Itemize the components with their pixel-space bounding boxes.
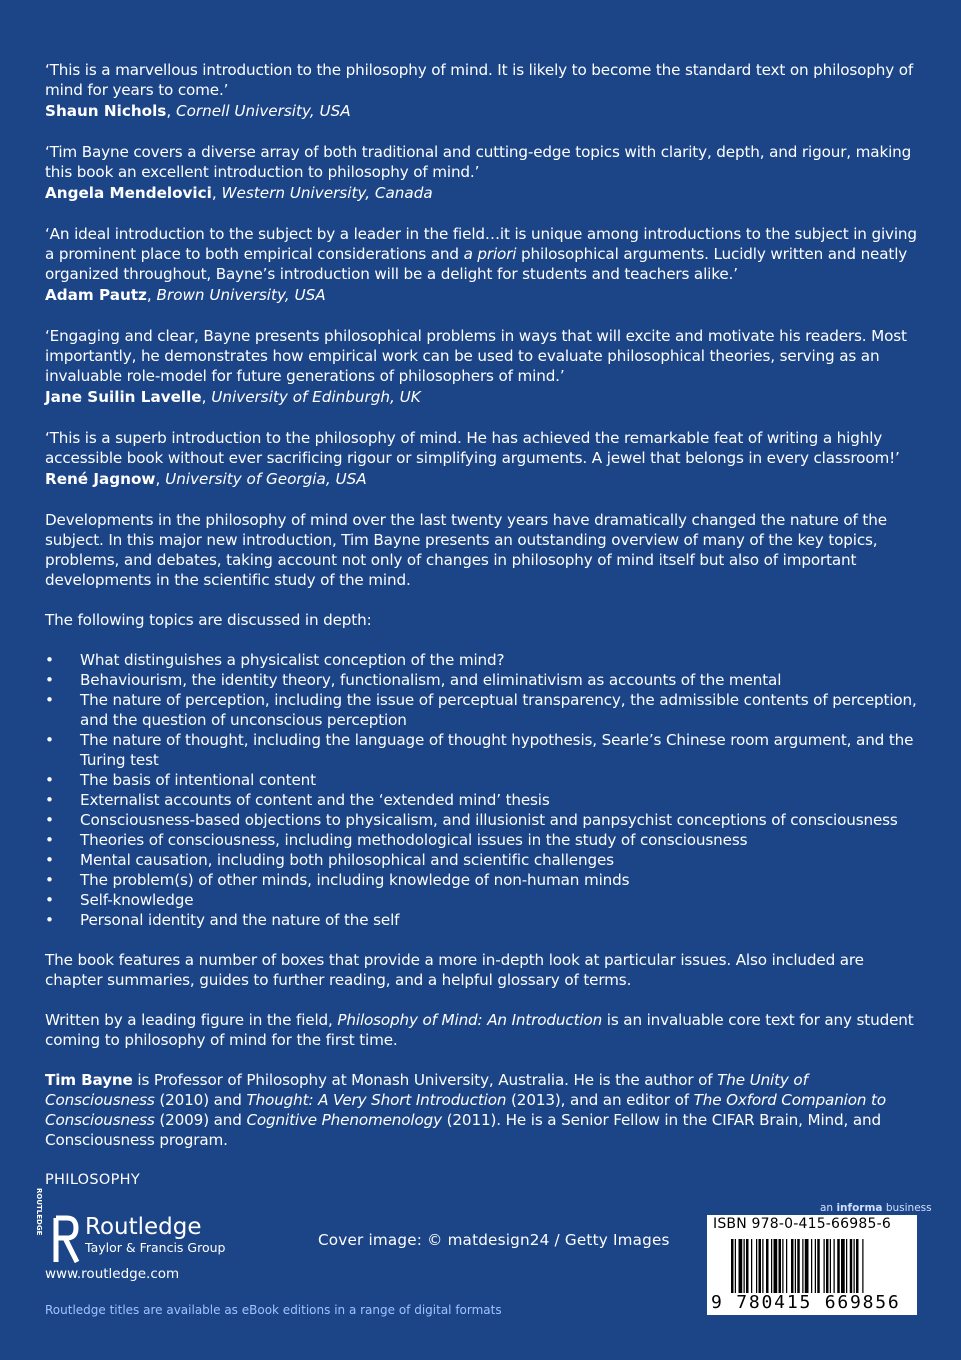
book-title: The Unity of Consciousness bbox=[45, 1071, 808, 1109]
reviewer-affiliation: Brown University, USA bbox=[156, 286, 326, 304]
barcode-bar bbox=[759, 1239, 762, 1293]
text-part: Written by a leading figure in the field, bbox=[45, 1011, 338, 1029]
barcode-bar bbox=[837, 1239, 840, 1293]
text-part: is an invaluable core text for any student coming to philosophy of mind for the first time. bbox=[45, 1011, 914, 1049]
quote-attribution: Jane Suilin Lavelle, University of Edinburgh, UK bbox=[45, 388, 421, 406]
barcode-bar bbox=[850, 1239, 853, 1293]
quote-text-part: philosophical arguments. Lucidly written and neatly organized throughout, Bayne’s introduction will be a delight for students and teachers alike.’ bbox=[45, 245, 908, 283]
barcode-bar bbox=[744, 1239, 745, 1293]
barcode-bar bbox=[731, 1239, 734, 1293]
barcode-bar bbox=[795, 1239, 796, 1293]
quote-attribution: Shaun Nichols, Cornell University, USA bbox=[45, 102, 351, 120]
barcode-bar bbox=[802, 1239, 803, 1293]
reviewer-name: Jane Suilin Lavelle bbox=[45, 388, 202, 406]
review-quote bbox=[45, 326, 921, 409]
text-part: (2013), and an editor of bbox=[506, 1091, 694, 1109]
quote-text: ‘Engaging and clear, Bayne presents philosophical problems in ways that will excite and motivate his readers. Most importantly, he demonstrates how empirical work can be used to evaluate philosophical theories, serving as an invaluable role-model for future generations of philosophers of mind.’ bbox=[45, 327, 907, 385]
barcode-bar bbox=[856, 1239, 859, 1293]
review-quote bbox=[45, 428, 921, 491]
list-item: • The problem(s) of other minds, including knowledge of non-human minds bbox=[45, 870, 921, 890]
text-part: (2010) and bbox=[154, 1091, 247, 1109]
barcode-bar bbox=[824, 1239, 825, 1293]
publisher-group: Taylor & Francis Group bbox=[85, 1240, 226, 1255]
book-description: Developments in the philosophy of mind over the last twenty years have dramatically changed the nature of the subject. In this major new introduction, Tim Bayne presents an outstanding overview of many of the key topics, problems, and debates, taking account not only of changes in philosophy of mind itself but also of important developments in the scientific study of the mind. bbox=[45, 511, 887, 589]
list-item: • What distinguishes a physicalist conception of the mind? bbox=[45, 650, 921, 670]
list-item: • Self-knowledge bbox=[45, 890, 921, 910]
list-item: • Theories of consciousness, including methodological issues in the study of consciousness bbox=[45, 830, 921, 850]
text-part: business bbox=[882, 1202, 932, 1214]
text-part: is Professor of Philosophy at Monash University, Australia. He is the author of bbox=[132, 1071, 718, 1089]
list-item: • The basis of intentional content bbox=[45, 770, 921, 790]
text-part: an bbox=[820, 1202, 837, 1214]
reviewer-affiliation: Western University, Canada bbox=[221, 184, 433, 202]
barcode-bar bbox=[774, 1239, 778, 1293]
barcode-bar bbox=[805, 1239, 809, 1293]
barcode-bar bbox=[862, 1239, 863, 1293]
list-item: • Mental causation, including both philosophical and scientific challenges bbox=[45, 850, 921, 870]
list-item: • Externalist accounts of content and the ‘extended mind’ thesis bbox=[45, 790, 921, 810]
list-item: • Consciousness-based objections to physicalism, and illusionist and panpsychist conceptions of consciousness bbox=[45, 810, 921, 830]
review-quote bbox=[45, 60, 921, 123]
quote-text: ‘This is a superb introduction to the philosophy of mind. He has achieved the remarkable feat of writing a highly accessible book without ever sacrificing rigour or simplifying arguments. A jewel that belongs in every classroom!’ bbox=[45, 429, 900, 467]
routledge-logo bbox=[35, 1188, 226, 1266]
reviewer-name: Angela Mendelovici bbox=[45, 184, 212, 202]
barcode-bar bbox=[854, 1239, 855, 1293]
text-part: (2011). He is a Senior Fellow in the CIFAR Brain, Mind, and Consciousness program. bbox=[45, 1111, 881, 1149]
barcode-bars bbox=[731, 1239, 895, 1293]
book-title: Cognitive Phenomenology bbox=[246, 1111, 442, 1129]
reviewer-affiliation: University of Edinburgh, UK bbox=[211, 388, 421, 406]
barcode-bar bbox=[791, 1239, 794, 1293]
subject-category: PHILOSOPHY bbox=[45, 1172, 141, 1188]
barcode-bar bbox=[841, 1239, 845, 1293]
quote-text bbox=[45, 224, 921, 284]
barcode-bar bbox=[846, 1239, 847, 1293]
topics-list bbox=[45, 650, 921, 930]
back-cover-text bbox=[45, 60, 921, 1190]
barcode-bar bbox=[739, 1239, 743, 1293]
reviewer-affiliation: Cornell University, USA bbox=[175, 102, 351, 120]
quote-text-italic: a priori bbox=[463, 245, 517, 263]
barcode-bar bbox=[746, 1239, 749, 1293]
reviewer-name: Adam Pautz bbox=[45, 286, 147, 304]
cover-image-credit: Cover image: © matdesign24 / Getty Images bbox=[318, 1231, 670, 1249]
barcode-bar bbox=[817, 1239, 820, 1293]
publisher-name: Routledge bbox=[85, 1214, 202, 1240]
list-item: • The nature of perception, including the issue of perceptual transparency, the admissible contents of perception, and the question of unconscious perception bbox=[45, 690, 921, 730]
vertical-wordmark: ROUTLEDGE bbox=[35, 1188, 43, 1236]
quote-text: ‘Tim Bayne covers a diverse array of both traditional and cutting-edge topics with clarity, depth, and rigour, making this book an excellent introduction to philosophy of mind.’ bbox=[45, 143, 912, 181]
quote-text-part: ‘An ideal introduction to the subject by a leader in the field…it is unique among introductions to the subject in giving a prominent place to both empirical considerations and bbox=[45, 225, 917, 263]
barcode-bar bbox=[786, 1239, 787, 1293]
barcode-bar bbox=[766, 1239, 769, 1293]
barcode-bar bbox=[830, 1239, 831, 1293]
text-part: (2009) and bbox=[154, 1111, 247, 1129]
barcode-bar bbox=[834, 1239, 835, 1293]
written-by-paragraph bbox=[45, 1010, 921, 1050]
author-name: Tim Bayne bbox=[45, 1071, 133, 1089]
quote-attribution: Angela Mendelovici, Western University, Canada bbox=[45, 184, 433, 202]
review-quote bbox=[45, 142, 921, 205]
author-bio bbox=[45, 1070, 921, 1150]
barcode-bar bbox=[826, 1239, 829, 1293]
quote-attribution: René Jagnow, University of Georgia, USA bbox=[45, 470, 367, 488]
features-paragraph: The book features a number of boxes that provide a more in-depth look at particular issues. Also included are chapter summaries, guides to further reading, and a helpful glossary of terms. bbox=[45, 951, 864, 989]
ebook-note: Routledge titles are available as eBook editions in a range of digital formats bbox=[45, 1303, 502, 1317]
isbn-label: ISBN 978-0-415-66985-6 bbox=[713, 1216, 891, 1232]
barcode-bar bbox=[797, 1239, 800, 1293]
list-item: • Behaviourism, the identity theory, functionalism, and eliminativism as accounts of the mental bbox=[45, 670, 921, 690]
reviewer-name: René Jagnow bbox=[45, 470, 156, 488]
book-title: The Oxford Companion to Consciousness bbox=[45, 1091, 886, 1129]
barcode-bar bbox=[815, 1239, 816, 1293]
list-item: • Personal identity and the nature of the self bbox=[45, 910, 921, 930]
list-item: • The nature of thought, including the language of thought hypothesis, Searle’s Chinese room argument, and the Turing test bbox=[45, 730, 921, 770]
informa-tagline bbox=[820, 1202, 932, 1214]
routledge-r-icon bbox=[35, 1188, 79, 1266]
quote-attribution: Adam Pautz, Brown University, USA bbox=[45, 286, 326, 304]
isbn-barcode bbox=[707, 1215, 917, 1315]
reviewer-affiliation: University of Georgia, USA bbox=[165, 470, 367, 488]
review-quote bbox=[45, 224, 921, 307]
barcode-bar bbox=[811, 1239, 812, 1293]
barcode-bar bbox=[779, 1239, 782, 1293]
barcode-bar bbox=[751, 1239, 752, 1293]
topics-intro: The following topics are discussed in depth: bbox=[45, 611, 372, 629]
informa-brand: informa bbox=[836, 1202, 883, 1214]
barcode-bar bbox=[782, 1239, 783, 1293]
barcode-bar bbox=[771, 1239, 772, 1293]
barcode-bar bbox=[762, 1239, 763, 1293]
isbn-digits: 9 780415 669856 bbox=[711, 1292, 901, 1313]
book-title: Thought: A Very Short Introduction bbox=[246, 1091, 507, 1109]
book-title: Philosophy of Mind: An Introduction bbox=[337, 1011, 603, 1029]
barcode-bar bbox=[756, 1239, 757, 1293]
barcode-bar bbox=[735, 1239, 736, 1293]
logo-text bbox=[85, 1214, 225, 1256]
publisher-website[interactable]: www.routledge.com bbox=[45, 1266, 180, 1282]
quote-text: ‘This is a marvellous introduction to the philosophy of mind. It is likely to become the standard text on philosophy of mind for years to come.’ bbox=[45, 61, 914, 99]
cover-footer bbox=[0, 1188, 961, 1360]
reviewer-name: Shaun Nichols bbox=[45, 102, 167, 120]
